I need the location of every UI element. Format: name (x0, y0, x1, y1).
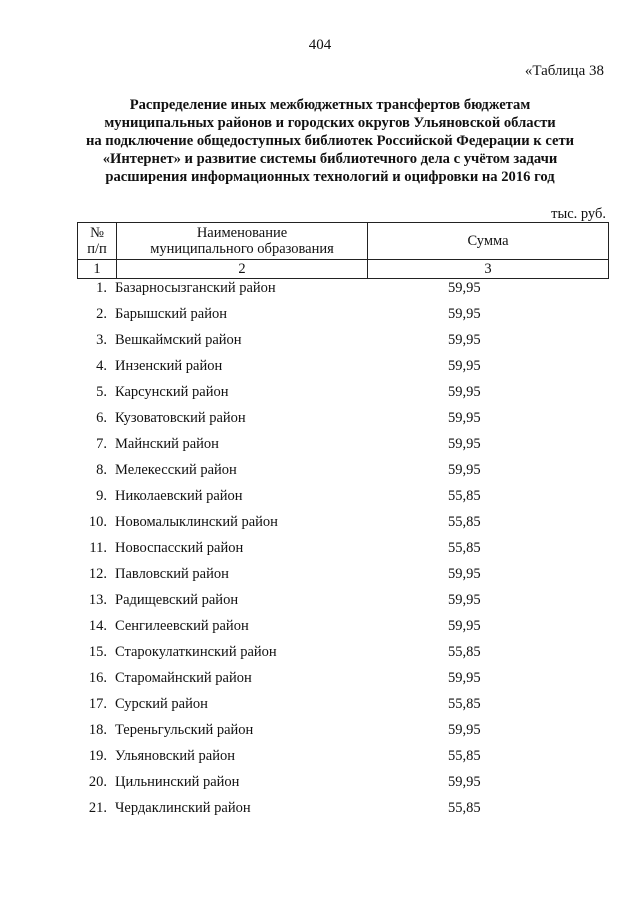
row-sum: 59,95 (448, 566, 481, 582)
table-row (77, 618, 609, 644)
unit-label: тыс. руб. (551, 206, 606, 222)
row-sum: 59,95 (448, 462, 481, 478)
table-row (77, 566, 609, 592)
municipality-name: Радищевский район (115, 592, 239, 608)
row-sum: 59,95 (448, 384, 481, 400)
row-number: 11. (89, 540, 107, 556)
row-sum: 59,95 (448, 592, 481, 608)
row-sum: 59,95 (448, 410, 481, 426)
table-row (77, 384, 609, 410)
municipality-name: Цильнинский район (115, 774, 240, 790)
table-row (77, 306, 609, 332)
row-number: 18. (88, 722, 107, 738)
row-number: 2. (96, 306, 107, 322)
municipality-name: Базарносызганский район (115, 280, 276, 296)
header-sum: Сумма (368, 223, 609, 260)
row-sum: 59,95 (448, 332, 481, 348)
municipality-name: Чердаклинский район (115, 800, 251, 816)
table-row (77, 462, 609, 488)
row-sum: 55,85 (448, 696, 481, 712)
row-sum: 59,95 (448, 306, 481, 322)
row-sum: 59,95 (448, 280, 481, 296)
municipality-name: Сенгилеевский район (115, 618, 249, 634)
header-number (78, 223, 117, 260)
row-sum: 59,95 (448, 670, 481, 686)
municipality-name: Старомайнский район (115, 670, 252, 686)
row-sum: 55,85 (448, 514, 481, 530)
municipality-name: Старокулаткинский район (115, 644, 277, 660)
row-sum: 55,85 (448, 488, 481, 504)
row-sum: 55,85 (448, 644, 481, 660)
title-line: расширения информационных технологий и оцифровки на 2016 год (105, 169, 555, 185)
row-sum: 55,85 (448, 540, 481, 556)
row-sum: 59,95 (448, 618, 481, 634)
row-number: 9. (96, 488, 107, 504)
municipality-name: Карсунский район (115, 384, 229, 400)
table-row (77, 592, 609, 618)
municipality-name: Новоспасский район (115, 540, 244, 556)
row-number: 19. (88, 748, 107, 764)
title-line: «Интернет» и развитие системы библиотечного дела с учётом задачи (102, 151, 558, 167)
header-row (78, 223, 609, 260)
row-sum: 55,85 (448, 748, 481, 764)
municipality-name: Вешкаймский район (115, 332, 242, 348)
row-sum: 55,85 (448, 800, 481, 816)
row-number: 13. (88, 592, 107, 608)
municipality-name: Павловский район (115, 566, 229, 582)
municipality-name: Николаевский район (115, 488, 243, 504)
row-number: 14. (88, 618, 107, 634)
row-number: 10. (88, 514, 107, 530)
column-number-3: 3 (368, 260, 609, 279)
row-sum: 59,95 (448, 358, 481, 374)
municipality-name: Инзенский район (115, 358, 223, 374)
header-name (117, 223, 368, 260)
document-title (40, 96, 620, 186)
column-number-1: 1 (78, 260, 117, 279)
table-row (77, 280, 609, 306)
table-row (77, 696, 609, 722)
row-sum: 59,95 (448, 436, 481, 452)
header-name-line1: Наименование (196, 225, 288, 241)
table-body (77, 280, 609, 826)
municipality-name: Мелекесский район (115, 462, 237, 478)
municipality-name: Сурский район (115, 696, 208, 712)
row-number: 1. (96, 280, 107, 296)
table-row (77, 332, 609, 358)
column-number-row (78, 260, 609, 279)
table-reference: «Таблица 38 (524, 63, 604, 79)
table-row (77, 748, 609, 774)
row-number: 7. (96, 436, 107, 452)
table-row (77, 410, 609, 436)
row-sum: 59,95 (448, 722, 481, 738)
table-row (77, 514, 609, 540)
municipality-name: Барышский район (115, 306, 227, 322)
column-number-2: 2 (117, 260, 368, 279)
table-row (77, 358, 609, 384)
municipality-name: Майнский район (115, 436, 219, 452)
table-row (77, 540, 609, 566)
municipality-name: Ульяновский район (115, 748, 236, 764)
row-number: 6. (96, 410, 107, 426)
title-line: Распределение иных межбюджетных трансфертов бюджетам (129, 97, 531, 113)
municipality-name: Тереньгульский район (115, 722, 254, 738)
header-number-line2: п/п (87, 241, 107, 257)
row-number: 20. (88, 774, 107, 790)
row-number: 4. (96, 358, 107, 374)
row-number: 17. (88, 696, 107, 712)
municipality-name: Новомалыклинский район (115, 514, 278, 530)
header-number-line1: № (90, 225, 104, 241)
row-sum: 59,95 (448, 774, 481, 790)
table-row (77, 774, 609, 800)
title-line: муниципальных районов и городских округов Ульяновской области (104, 115, 556, 131)
row-number: 8. (96, 462, 107, 478)
row-number: 15. (88, 644, 107, 660)
row-number: 3. (96, 332, 107, 348)
page-number: 404 (308, 37, 332, 53)
table-row (77, 436, 609, 462)
title-line: на подключение общедоступных библиотек Российской Федерации к сети (85, 133, 575, 149)
row-number: 21. (88, 800, 107, 816)
municipality-name: Кузоватовский район (115, 410, 246, 426)
table-header (77, 222, 609, 279)
row-number: 5. (96, 384, 107, 400)
header-name-line2: муниципального образования (150, 241, 334, 257)
row-number: 12. (88, 566, 107, 582)
table-row (77, 670, 609, 696)
table-row (77, 722, 609, 748)
table-row (77, 488, 609, 514)
table-row (77, 800, 609, 826)
table-row (77, 644, 609, 670)
row-number: 16. (88, 670, 107, 686)
